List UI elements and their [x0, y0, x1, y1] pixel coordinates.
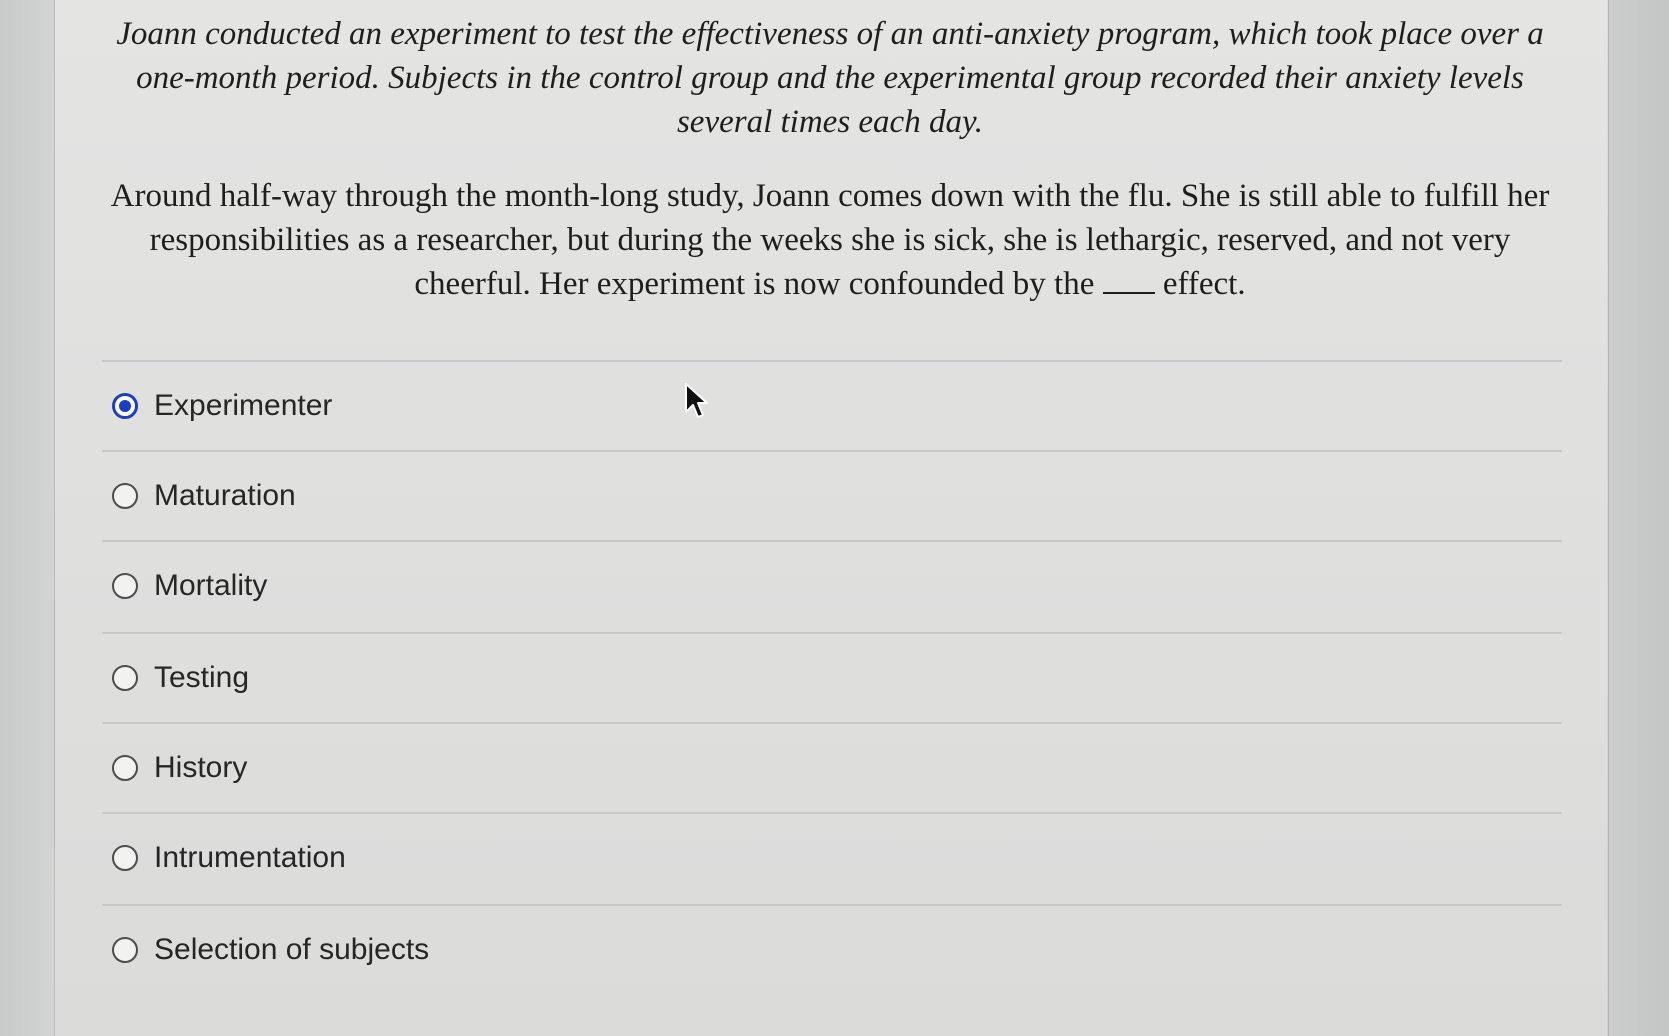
- question-intro: Joann conducted an experiment to test the effectiveness of an anti-anxiety program, which took place over a one-month period. Subjects in the control group and the experimental group recorded their anxiety levels several times each day.: [116, 16, 1544, 140]
- divider: [102, 540, 1562, 542]
- option-label: Selection of subjects: [154, 933, 430, 966]
- question-body: [95, 174, 1565, 306]
- divider: [102, 904, 1562, 906]
- divider: [102, 632, 1562, 634]
- radio-icon[interactable]: [112, 845, 138, 871]
- option-testing[interactable]: [112, 648, 1552, 708]
- option-label: Maturation: [154, 479, 296, 512]
- option-label: Intrumentation: [154, 841, 346, 874]
- right-margin: [1608, 0, 1669, 1036]
- divider: [102, 450, 1562, 452]
- radio-icon[interactable]: [112, 665, 138, 691]
- option-experimenter[interactable]: [112, 376, 1552, 436]
- mouse-pointer-icon: [684, 382, 710, 422]
- question-text: Around half-way through the month-long study, Joann comes down with the flu. She is still able to fulfill her responsibilities as a researcher, but during the weeks she is sick, she is lethargic, reserved, and not very cheerful. Her experiment is now confounded by the: [110, 178, 1550, 302]
- option-label: Experimenter: [154, 389, 333, 422]
- option-selection-of-subjects[interactable]: [112, 920, 1552, 980]
- answer-blank: [1103, 264, 1155, 294]
- option-label: Mortality: [154, 569, 268, 602]
- radio-selected-icon[interactable]: [112, 393, 138, 419]
- option-instrumentation[interactable]: [112, 828, 1552, 888]
- option-history[interactable]: [112, 738, 1552, 798]
- divider: [102, 722, 1562, 724]
- radio-icon[interactable]: [112, 573, 138, 599]
- radio-icon[interactable]: [112, 937, 138, 963]
- option-mortality[interactable]: [112, 556, 1552, 616]
- divider: [102, 360, 1562, 362]
- option-label: Testing: [154, 661, 250, 694]
- left-margin: [0, 0, 55, 1036]
- radio-icon[interactable]: [112, 755, 138, 781]
- option-label: History: [154, 751, 248, 784]
- question-text-end: effect.: [1162, 266, 1246, 302]
- divider: [102, 812, 1562, 814]
- radio-icon[interactable]: [112, 483, 138, 509]
- option-maturation[interactable]: [112, 466, 1552, 526]
